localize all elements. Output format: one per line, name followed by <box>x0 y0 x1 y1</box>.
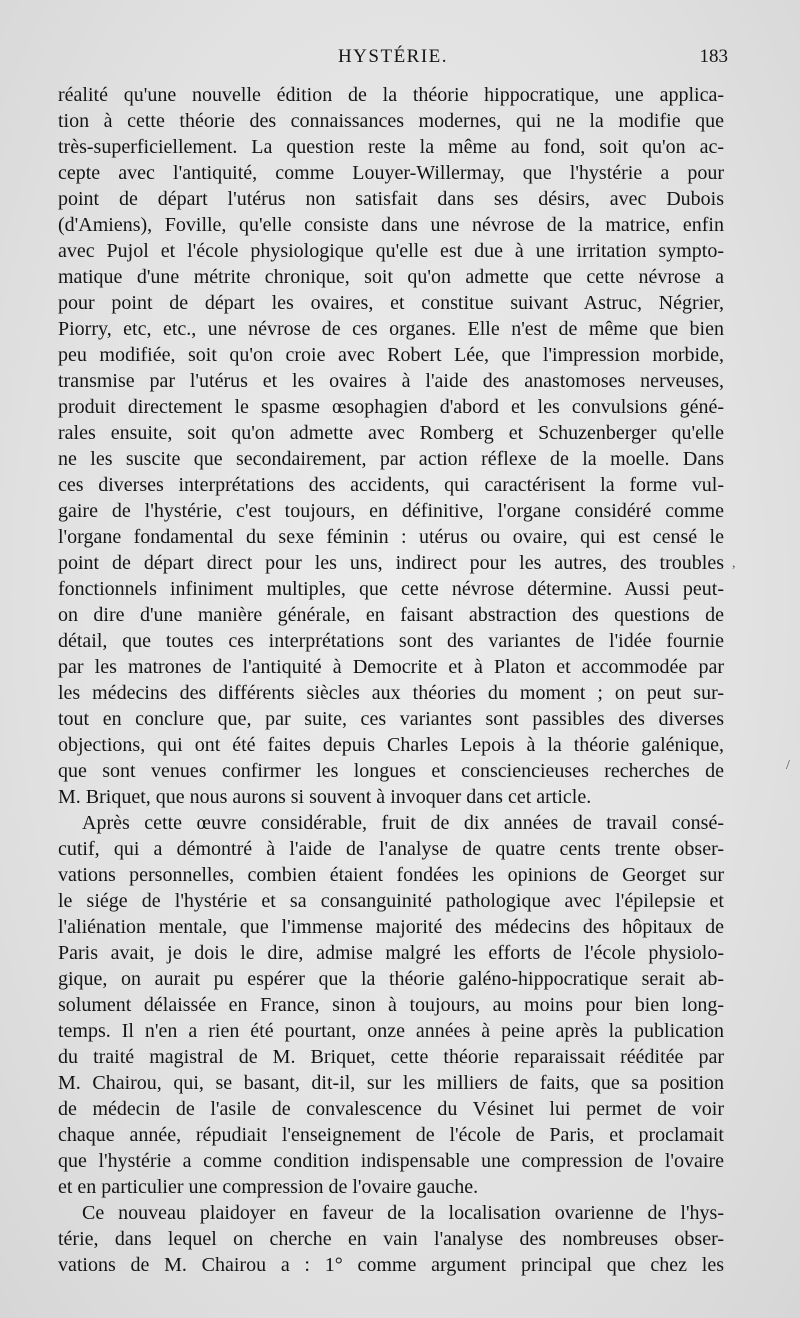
text-line: produit directement le spasme œsophagien d'abord et les convulsions géné- <box>58 396 724 418</box>
text-line: gaire de l'hystérie, c'est toujours, en définitive, l'organe considéré comme <box>58 500 724 522</box>
text-line: objections, qui ont été faites depuis Charles Lepois à la théorie galénique, <box>58 734 724 756</box>
text-line: ces diverses interprétations des accidents, qui caractérisent la forme vul- <box>58 474 724 496</box>
text-line: vations personnelles, combien étaient fondées les opinions de Georget sur <box>58 864 724 886</box>
running-head <box>58 46 728 72</box>
margin-mark: / <box>786 758 790 773</box>
text-line: l'aliénation mentale, que l'immense majorité des médecins des hôpitaux de <box>58 916 724 938</box>
text-line: Piorry, etc, etc., une névrose de ces organes. Elle n'est de même que bien <box>58 318 724 340</box>
text-line: Paris avait, je dois le dire, admise malgré les efforts de l'école physiolo- <box>58 942 724 964</box>
text-line: cepte avec l'antiquité, comme Louyer-Willermay, que l'hystérie a pour <box>58 162 724 184</box>
text-line: point de départ direct pour les uns, indirect pour les autres, des troubles <box>58 552 724 574</box>
margin-mark: , <box>732 556 736 571</box>
text-line: avec Pujol et l'école physiologique qu'elle est due à une irritation sympto- <box>58 240 724 262</box>
text-line: point de départ l'utérus non satisfait dans ses désirs, avec Dubois <box>58 188 724 210</box>
text-line: transmise par l'utérus et les ovaires à l'aide des anastomoses nerveuses, <box>58 370 724 392</box>
text-line: tion à cette théorie des connaissances modernes, qui ne la modifie que <box>58 110 724 132</box>
text-line: rales ensuite, soit qu'on admette avec Romberg et Schuzenberger qu'elle <box>58 422 724 444</box>
text-line: matique d'une métrite chronique, soit qu'on admette que cette névrose a <box>58 266 724 288</box>
text-line: peu modifiée, soit qu'on croie avec Robert Lée, que l'impression morbide, <box>58 344 724 366</box>
text-line: le siége de l'hystérie et sa consanguinité pathologique avec l'épilepsie et <box>58 890 724 912</box>
text-line: l'organe fondamental du sexe féminin : utérus ou ovaire, qui est censé le <box>58 526 724 548</box>
text-line: térie, dans lequel on cherche en vain l'analyse des nombreuses obser- <box>58 1228 724 1250</box>
text-line: (d'Amiens), Foville, qu'elle consiste dans une névrose de la matrice, enfin <box>58 214 724 236</box>
paragraph-start-line: Ce nouveau plaidoyer en faveur de la localisation ovarienne de l'hys- <box>82 1202 724 1224</box>
text-line: solument délaissée en France, sinon à toujours, au moins pour bien long- <box>58 994 724 1016</box>
body-text <box>58 82 724 1278</box>
text-line: tout en conclure que, par suite, ces variantes sont passibles des diverses <box>58 708 724 730</box>
text-line: détail, que toutes ces interprétations sont des variantes de l'idée fournie <box>58 630 724 652</box>
paragraph-end-line: M. Briquet, que nous aurons si souvent à invoquer dans cet article. <box>58 786 592 808</box>
text-line: par les matrones de l'antiquité à Democrite et à Platon et accommodée par <box>58 656 724 678</box>
text-line: les médecins des différents siècles aux théories du moment ; on peut sur- <box>58 682 724 704</box>
text-line: vations de M. Chairou a : 1° comme argument principal que chez les <box>58 1254 724 1276</box>
text-line: temps. Il n'en a rien été pourtant, onze années à peine après la publication <box>58 1020 724 1042</box>
text-line: on dire d'une manière générale, en faisant abstraction des questions de <box>58 604 724 626</box>
text-line: très-superficiellement. La question reste la même au fond, soit qu'on ac- <box>58 136 724 158</box>
paragraph-end-line: et en particulier une compression de l'ovaire gauche. <box>58 1176 479 1198</box>
text-line: M. Chairou, qui, se basant, dit-il, sur les milliers de faits, que sa position <box>58 1072 724 1094</box>
text-line: du traité magistral de M. Briquet, cette théorie reparaissait rééditée par <box>58 1046 724 1068</box>
text-line: ne les suscite que secondairement, par action réflexe de la moelle. Dans <box>58 448 724 470</box>
text-line: gique, on aurait pu espérer que la théorie galéno-hippocratique serait ab- <box>58 968 724 990</box>
text-line: chaque année, répudiait l'enseignement de l'école de Paris, et proclamait <box>58 1124 724 1146</box>
text-line: réalité qu'une nouvelle édition de la théorie hippocratique, une applica- <box>58 84 724 106</box>
running-title: HYSTÉRIE. <box>337 46 449 67</box>
text-line: de médecin de l'asile de convalescence du Vésinet lui permet de voir <box>58 1098 724 1120</box>
text-line: cutif, qui a démontré à l'aide de l'analyse de quatre cents trente obser- <box>58 838 724 860</box>
paragraph-start-line: Après cette œuvre considérable, fruit de dix années de travail consé- <box>82 812 724 834</box>
text-line: pour point de départ les ovaires, et constitue suivant Astruc, Négrier, <box>58 292 724 314</box>
text-line: que sont venues confirmer les longues et consciencieuses recherches de <box>58 760 724 782</box>
text-line: fonctionnels infiniment multiples, que cette névrose détermine. Aussi peut- <box>58 578 724 600</box>
page-number: 183 <box>699 46 728 67</box>
text-line: que l'hystérie a comme condition indispensable une compression de l'ovaire <box>58 1150 724 1172</box>
